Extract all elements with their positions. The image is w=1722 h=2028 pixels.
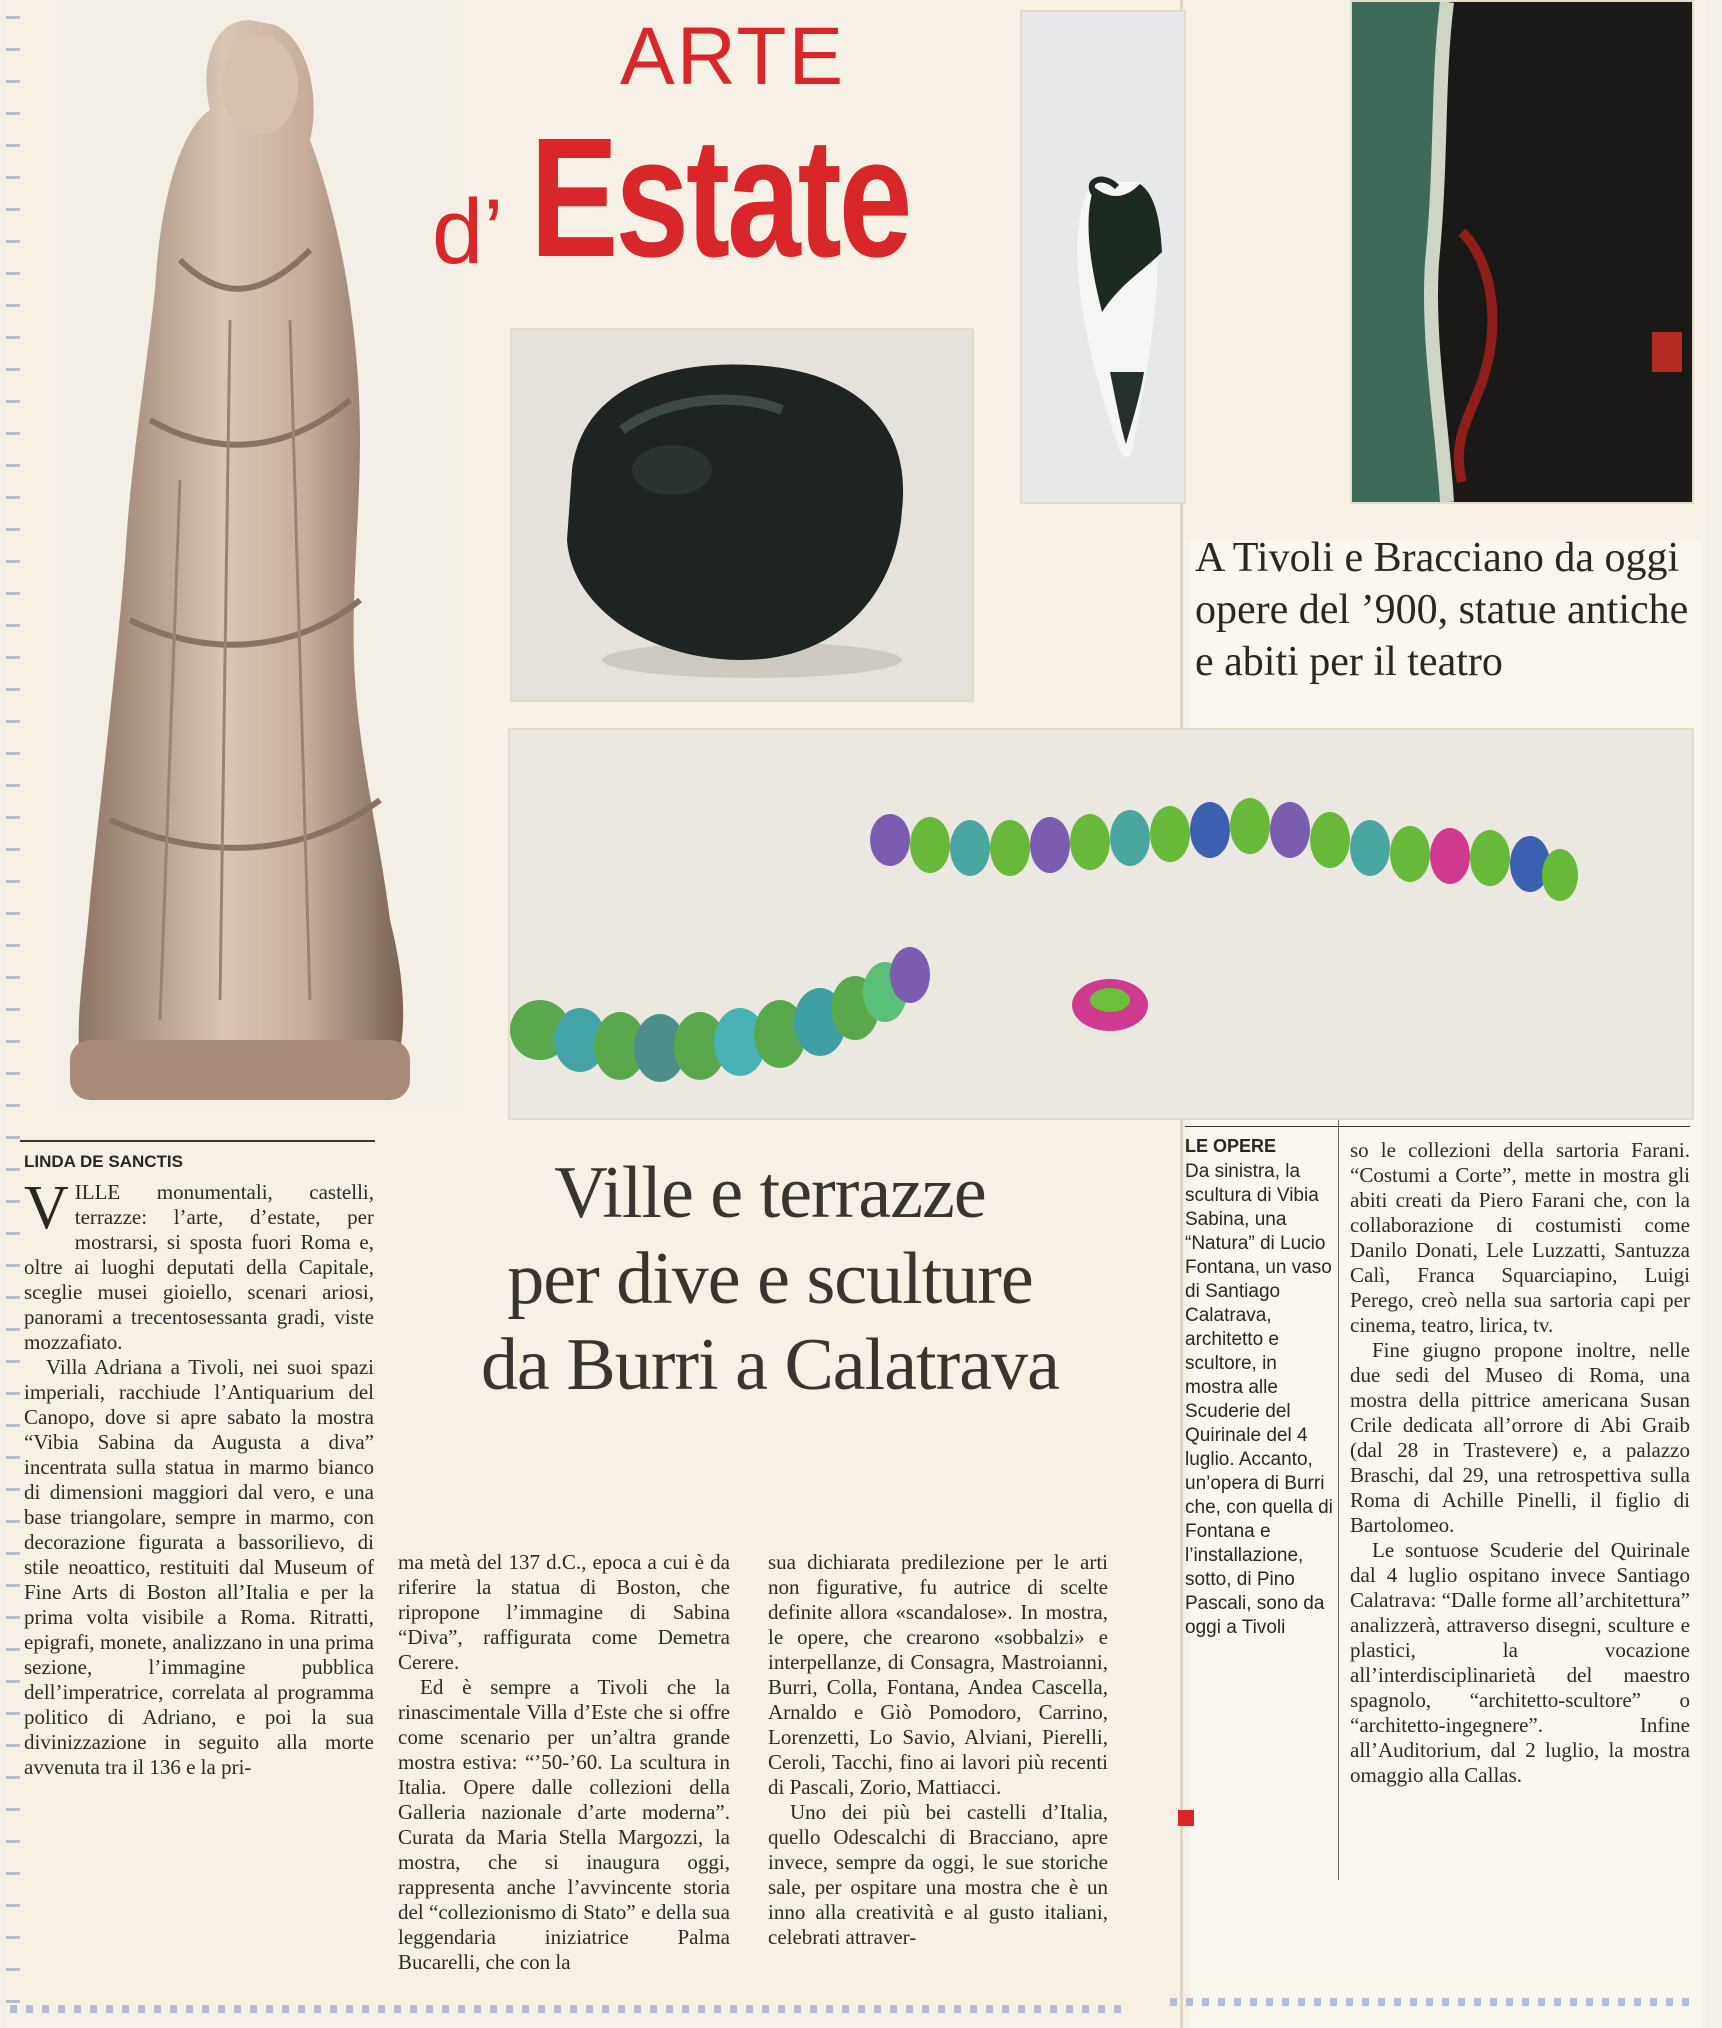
headline-estate: Estate bbox=[530, 103, 910, 293]
paragraph: Uno dei più bei castelli d’Italia, quello Odescalchi di Bracciano, apre invece, sempre da oggi, le sue storiche sale, per ospitare una mostra che è un inno alla creatività e al gusto italiani, celebrati attraver- bbox=[768, 1800, 1108, 1949]
paragraph-intro bbox=[24, 1174, 374, 1355]
perforated-edge-left bbox=[6, 0, 20, 2028]
rock-drawing bbox=[512, 330, 972, 700]
headline-d-prefix: d’ bbox=[432, 181, 504, 283]
article-column-2 bbox=[398, 1550, 730, 1975]
article-column-4 bbox=[1350, 1138, 1690, 1788]
vase-drawing bbox=[1022, 12, 1184, 502]
opere-rule bbox=[1185, 1126, 1690, 1127]
dropcap: V bbox=[24, 1174, 69, 1242]
captions-text: Da sinistra, la scultura di Vibia Sabina, una “Natura” di Lucio Fontana, un vaso di Santiago Calatrava, architetto e scultore, in mostra alle Scuderie del Quirinale del 4 luglio. Accanto, un’opera di Burri che, con quella di Fontana e l’installazione, sotto, di Pino Pascali, sono da oggi a Tivoli bbox=[1185, 1161, 1333, 1638]
paragraph: Ed è sempre a Tivoli che la rinascimentale Villa d’Este che si offre come scenario per un’altra grande mostra estiva: “’50-’60. La scultura in Italia. Opere dalle collezioni della Galleria nazionale d’arte moderna”. Curata da Maria Stella Margozzi, la mostra, che si inaugura oggi, rappresenta anche l’avvincente storia del “collezionismo di Stato” e della sua leggendaria iniziatrice Palma Bucarelli, che con la bbox=[398, 1675, 730, 1974]
paragraph: Villa Adriana a Tivoli, nei suoi spazi imperiali, racchiude l’Antiquarium del Canopo, dove si apre sabato la mostra “Vibia Sabina da Augusta a diva” incentrata sulla statua in marmo bianco di dimensioni maggiori dal vero, e una base triangolare, sempre in marmo, con decorazione figurata a bassorilievo, di stile neoattico, restituiti dal Museum of Fine Arts di Boston all’Italia e per la prima volta visibile a Roma. Ritratti, epigrafi, monete, analizzano in una prima sezione, l’immagine pubblica dell’imperatrice, correlata al programma politico di Adriano, e poi la sua divinizzazione in seguito alla morte avvenuta tra il 136 e la pri- bbox=[24, 1355, 374, 1779]
captions-title: LE OPERE bbox=[1185, 1136, 1277, 1156]
title-line-1: Ville e terrazze bbox=[554, 1152, 986, 1234]
worm-drawing bbox=[510, 730, 1692, 1118]
burri-drawing bbox=[1352, 2, 1692, 502]
article-column-1 bbox=[24, 1174, 374, 1780]
perforated-edge-bottom-right bbox=[1170, 1998, 1690, 2006]
fontana-natura-photo bbox=[510, 328, 974, 702]
paragraph: ma metà del 137 d.C., epoca a cui è da riferire la statua di Boston, che ripropone l’immagine di Sabina “Diva”, raffigurata come Demetra Cerere. bbox=[398, 1550, 730, 1674]
title-line-2: per dive e sculture bbox=[507, 1238, 1033, 1320]
headline-arte: ARTE bbox=[620, 11, 846, 102]
statue-drawing bbox=[60, 0, 460, 1110]
pascali-installation-photo bbox=[508, 728, 1694, 1120]
article-column-3 bbox=[768, 1550, 1108, 1950]
subheadline: A Tivoli e Bracciano da oggi opere del ’900, statue antiche e abiti per il teatro bbox=[1195, 535, 1689, 685]
paragraph-intro-text: ILLE monumentali, castelli, terrazze: l’arte, d’estate, per mostrarsi, si sposta fuori Roma e, oltre ai luoghi deputati della Capitale, sceglie musei gioiello, scenari ariosi, panorami a trecentosessanta gradi, viste mozzafiato. bbox=[24, 1180, 374, 1354]
paragraph: sua dichiarata predilezione per le arti non figurative, fu autrice di scelte definite allora «scandalose». In mostra, le opere, che crearono «sobbalzi» e interpellanze, di Consagra, Mastroianni, Burri, Colla, Fontana, Andea Cascella, Arnaldo e Giò Pomodoro, Carrino, Lorenzetti, Lo Savio, Alviani, Pierelli, Ceroli, Tacchi, fino ai lavori più recenti di Pascali, Zorio, Mattiacci. bbox=[768, 1550, 1108, 1799]
paragraph: Le sontuose Scuderie del Quirinale dal 4 luglio ospitano invece Santiago Calatrava: “Dalle forme all’architettura” analizzerà, attraverso disegni, sculture e plastici, la vocazione all’interdisciplinarietà del maestro spagnolo, “architetto-scultore” o “architetto-ingegnere”. Infine all’Auditorium, dal 2 luglio, la mostra omaggio alla Callas. bbox=[1350, 1538, 1690, 1787]
caption-divider bbox=[1338, 1120, 1339, 1880]
end-mark bbox=[1178, 1810, 1194, 1826]
title-line-3: da Burri a Calatrava bbox=[481, 1324, 1059, 1406]
perforated-edge-bottom bbox=[10, 2005, 1130, 2013]
byline-rule bbox=[20, 1140, 375, 1142]
paragraph: Fine giugno propone inoltre, nelle due sedi del Museo di Roma, una mostra della pittrice americana Susan Crile dedicata all’orrore di Abi Graib (dal 28 in Trastevere) e, a palazzo Braschi, dal 29, una retrospettiva sulla Roma di Achille Pinelli, il figlio di Bartolomeo. bbox=[1350, 1338, 1690, 1537]
burri-work-photo bbox=[1350, 0, 1694, 504]
byline: LINDA DE SANCTIS bbox=[24, 1152, 183, 1171]
article-title bbox=[400, 1150, 1140, 1408]
calatrava-vase-photo bbox=[1020, 10, 1186, 504]
paragraph: so le collezioni della sartoria Farani. “Costumi a Corte”, mette in mostra gli abiti creati da Piero Farani che, con la collaborazione di costumisti come Danilo Donati, Lele Luzzatti, Santuzza Calì, Franca Squarciapino, Luigi Perego, creò nella sua sartoria capi per cinema, teatro, lirica, tv. bbox=[1350, 1138, 1690, 1337]
statue-vibia-sabina-photo bbox=[60, 0, 460, 1110]
